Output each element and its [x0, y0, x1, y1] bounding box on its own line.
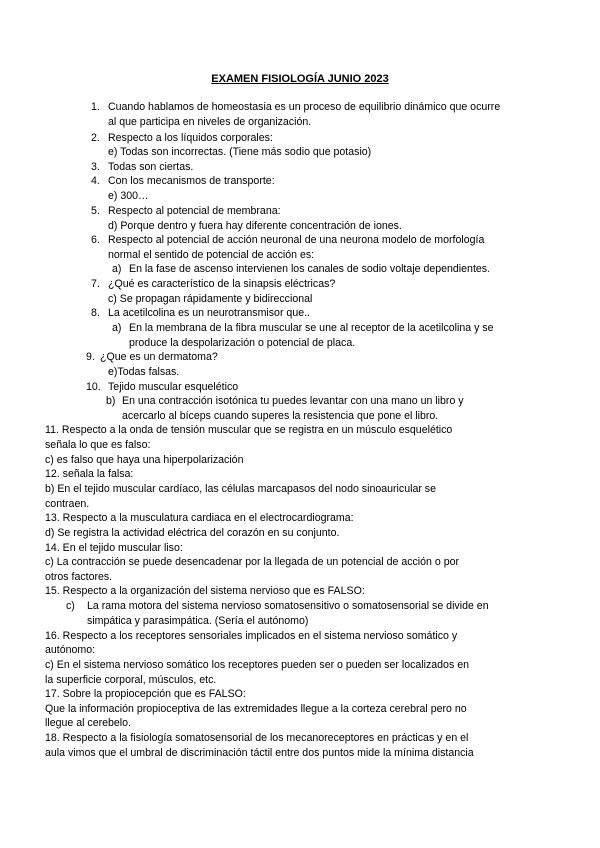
question-text: al que participa en niveles de organización. — [108, 116, 312, 128]
question-text: 11. Respecto a la onda de tensión muscular que se registra en un músculo esquelético — [45, 424, 453, 436]
item-number: 7. — [91, 278, 100, 290]
question-text: La acetilcolina es un neurotransmisor que.. — [108, 307, 310, 319]
item-number: 2. — [91, 132, 100, 144]
answer-text: llegue al cerebelo. — [45, 717, 131, 729]
item-number: 4. — [91, 175, 100, 187]
item-number: 8. — [91, 307, 100, 319]
question-text: 15. Respecto a la organización del sistema nervioso que es FALSO: — [45, 585, 365, 597]
question-text: Con los mecanismos de transporte: — [108, 175, 275, 187]
answer-text: c) Se propagan rápidamente y bidireccional — [108, 293, 313, 305]
question-text: señala lo que es falso: — [45, 439, 151, 451]
answer-text: c) La contracción se puede desencadenar por la llegada de un potencial de acción o por — [45, 556, 460, 568]
answer-text: Todas son ciertas. — [108, 161, 194, 173]
answer-text: En una contracción isotónica tu puedes levantar con una mano un libro y — [122, 395, 464, 407]
question-text: ¿Que es un dermatoma? — [100, 351, 218, 363]
item-letter: c) — [66, 600, 75, 612]
item-number: 3. — [91, 161, 100, 173]
answer-text: e)Todas falsas. — [108, 366, 180, 378]
answer-text: La rama motora del sistema nervioso somatosensitivo o somatosensorial se divide en — [87, 600, 489, 612]
answer-text: d) Se registra la actividad eléctrica del corazón en su conjunto. — [45, 527, 340, 539]
answer-text: En la membrana de la fibra muscular se une al receptor de la acetilcolina y se — [129, 322, 494, 334]
question-text: 18. Respecto a la fisiología somatosensorial de los mecanoreceptores en prácticas y en el — [45, 732, 469, 744]
question-text: autónomo: — [45, 644, 96, 656]
item-number: 1. — [91, 101, 100, 113]
item-letter: a) — [112, 322, 122, 334]
item-number: 6. — [91, 234, 100, 246]
question-text: 12. señala la falsa: — [45, 468, 134, 480]
answer-text: acercarlo al bíceps cuando superes la resistencia que pone el libro. — [122, 410, 439, 422]
question-text: 14. En el tejido muscular liso: — [45, 542, 183, 554]
answer-text: En la fase de ascenso intervienen los canales de sodio voltaje dependientes. — [129, 263, 491, 275]
exam-title: EXAMEN FISIOLOGÍA JUNIO 2023 — [211, 73, 389, 85]
question-text: 16. Respecto a los receptores sensoriales implicados en el sistema nervioso somático y — [45, 630, 458, 642]
answer-text: e) Todas son incorrectas. (Tiene más sodio que potasio) — [108, 146, 372, 158]
question-text: aula vimos que el umbral de discriminación táctil entre dos puntos mide la mínima distancia — [45, 747, 474, 759]
answer-text: b) En el tejido muscular cardíaco, las células marcapasos del nodo sinoauricular se — [45, 483, 436, 495]
answer-text: simpática y parasimpática. (Sería el autónomo) — [87, 615, 309, 627]
item-number: 9. — [86, 351, 95, 363]
answer-text: la superficie corporal, músculos, etc. — [45, 674, 217, 686]
answer-text: otros factores. — [45, 571, 113, 583]
answer-text: c) En el sistema nervioso somático los receptores pueden ser o pueden ser localizados en — [45, 659, 469, 671]
answer-text: e) 300… — [108, 190, 149, 202]
item-letter: a) — [112, 263, 122, 275]
question-text: Tejido muscular esquelético — [108, 381, 239, 393]
question-text: ¿Qué es característico de la sinapsis eléctricas? — [108, 278, 336, 290]
question-text: 17. Sobre la propiocepción que es FALSO: — [45, 688, 246, 700]
answer-text: produce la despolarización o potencial de placa. — [129, 337, 356, 349]
question-text: 13. Respecto a la musculatura cardiaca en el electrocardiograma: — [45, 512, 354, 524]
item-number: 10. — [86, 381, 101, 393]
answer-text: contraen. — [45, 498, 90, 510]
question-text: Respecto a los líquidos corporales: — [108, 132, 273, 144]
question-text: Cuando hablamos de homeostasia es un proceso de equilibrio dinámico que ocurre — [108, 101, 501, 113]
answer-text: d) Porque dentro y fuera hay diferente concentración de iones. — [108, 220, 402, 232]
question-text: Respecto al potencial de acción neuronal de una neurona modelo de morfología — [108, 234, 485, 246]
question-text: normal el sentido de potencial de acción es: — [108, 249, 315, 261]
answer-text: Que la información propioceptiva de las extremidades llegue a la corteza cerebral pero no — [45, 703, 467, 715]
answer-text: c) es falso que haya una hiperpolarización — [45, 454, 244, 466]
item-number: 5. — [91, 205, 100, 217]
question-text: Respecto al potencial de membrana: — [108, 205, 281, 217]
item-letter: b) — [106, 395, 116, 407]
